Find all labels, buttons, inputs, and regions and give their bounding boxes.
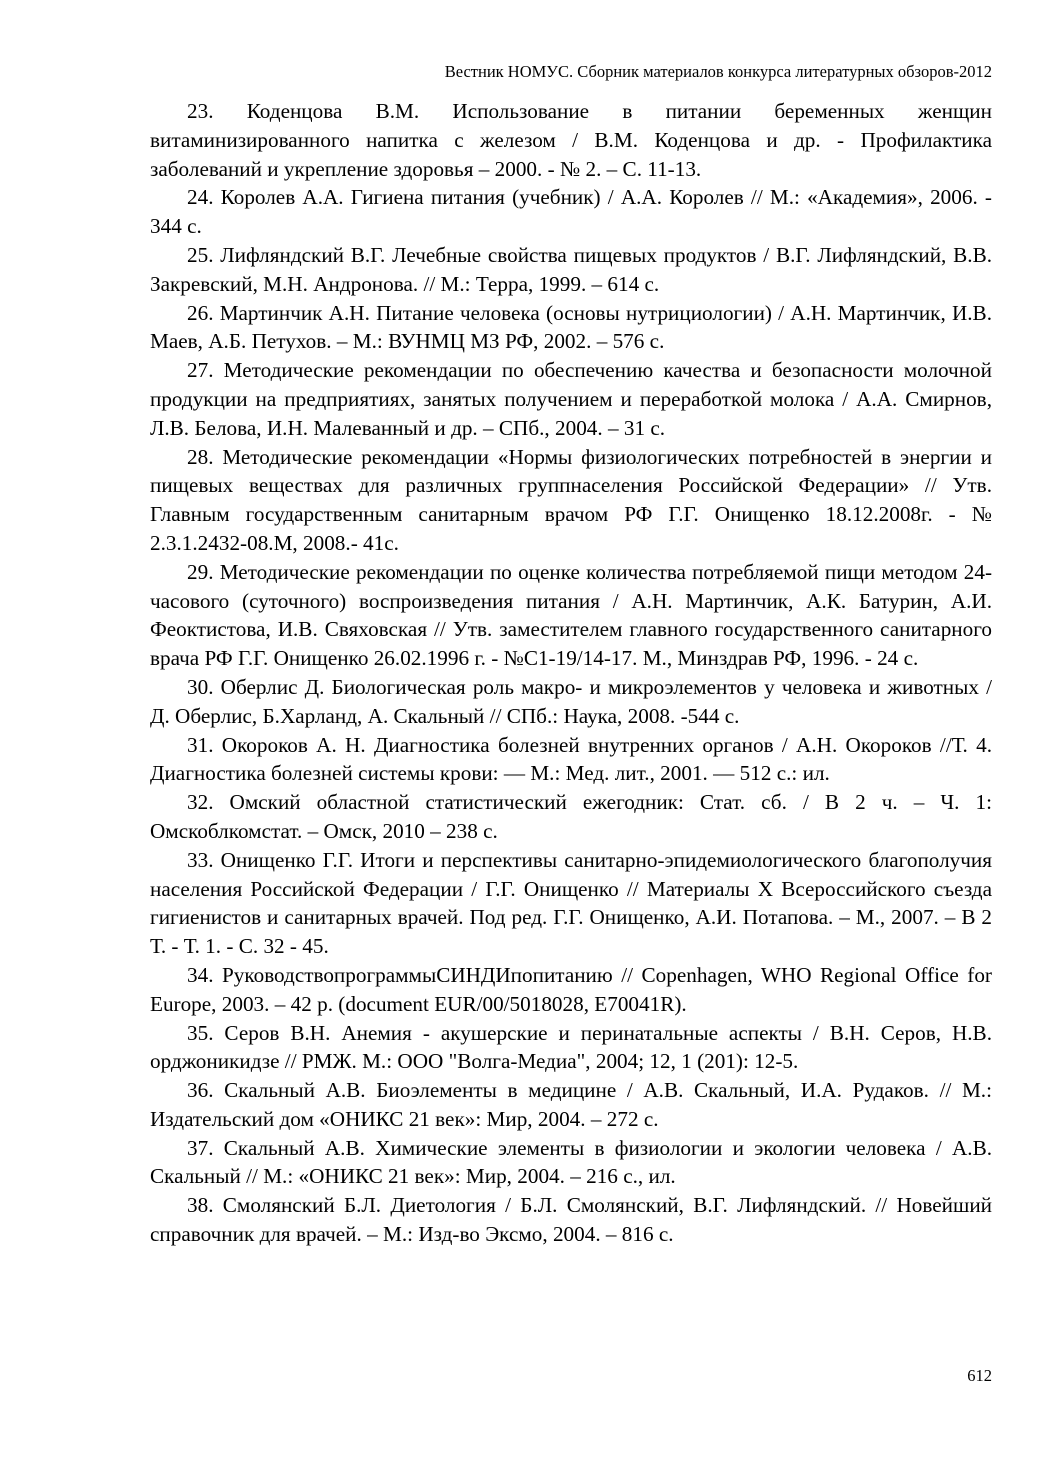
reference-item: 23. Коденцова В.М. Использование в питании беременных женщин витаминизированного напитка с железом / В.М. Коденцова и др. - Профилактика заболеваний и укрепление здоровья – 2000. - № 2. – С. 11-13. [150,99,992,181]
page-number: 612 [967,1366,992,1385]
reference-list [150,97,992,1249]
reference-item: 38. Смолянский Б.Л. Диетология / Б.Л. Смолянский, В.Г. Лифляндский. // Новейший справочник для врачей. – М.: Изд-во Эксмо, 2004. – 816 с. [150,1193,992,1247]
reference-item: 35. Серов В.Н. Анемия - акушерские и перинатальные аспекты / В.Н. Серов, Н.В. орджоникидзе // РМЖ. М.: ООО "Волга-Медиа", 2004; 12, 1 (201): 12-5. [150,1020,992,1074]
reference-item: 37. Скальный А.В. Химические элементы в физиологии и экологии человека / А.В. Скальный // М.: «ОНИКС 21 век»: Мир, 2004. – 216 с., ил. [150,1135,992,1189]
reference-item: 33. Онищенко Г.Г. Итоги и перспективы санитарно-эпидемиологического благополучия населения Российской Федерации / Г.Г. Онищенко // Материалы X Всероссийского съезда гигиенистов и санитарных врачей. Под ред. Г.Г. Онищенко, А.И. Потапова. – М., 2007. – В 2 Т. - Т. 1. - С. 32 - 45. [150,847,992,959]
reference-item: 26. Мартинчик А.Н. Питание человека (основы нутрициологии) / А.Н. Мартинчик, И.В. Маев, А.Б. Петухов. – М.: ВУНМЦ МЗ РФ, 2002. – 576 с. [150,300,992,354]
reference-item: 28. Методические рекомендации «Нормы физиологических потребностей в энергии и пищевых веществах для различных группнаселения Российской Федерации» // Утв. Главным государственным санитарным врачом РФ Г.Г. Онищенко 18.12.2008г. - № 2.3.1.2432-08.М, 2008.- 41с. [150,444,992,555]
reference-item: 25. Лифляндский В.Г. Лечебные свойства пищевых продуктов / В.Г. Лифляндский, В.В. Закревский, М.Н. Андронова. // М.: Терра, 1999. – 614 с. [150,242,992,296]
reference-item: 31. Окороков А. Н. Диагностика болезней внутренних органов / А.Н. Окороков //Т. 4. Диагностика болезней системы крови: — М.: Мед. лит., 2001. — 512 с.: ил. [150,732,992,786]
reference-item: 34. РуководствопрограммыСИНДИпопитанию // Copenhagen, WHO Regional Office for Europe, 2003. – 42 p. (document EUR/00/5018028, E70041R). [150,962,992,1016]
running-header: Вестник НОМУС. Сборник материалов конкурса литературных обзоров-2012 [444,62,992,81]
reference-item: 30. Оберлис Д. Биологическая роль макро- и микроэлементов у человека и животных / Д. Оберлис, Б.Харланд, А. Скальный // СПб.: Наука, 2008. -544 с. [150,674,992,728]
reference-item: 32. Омский областной статистический ежегодник: Стат. сб. / В 2 ч. – Ч. 1: Омскоблкомстат. – Омск, 2010 – 238 с. [150,790,992,843]
reference-item: 24. Королев А.А. Гигиена питания (учебник) / А.А. Королев // М.: «Академия», 2006. - 344 с. [150,185,992,239]
reference-item: 29. Методические рекомендации по оценке количества потребляемой пищи методом 24-часового (суточного) воспроизведения питания / А.Н. Мартинчик, А.К. Батурин, А.И. Феоктистова, И.В. Свяховская // Утв. заместителем главного государственного санитарного врача РФ Г.Г. Онищенко 26.02.1996 г. - №С1-19/14-17. М., Минздрав РФ, 1996. - 24 с. [150,559,992,671]
reference-item: 27. Методические рекомендации по обеспечению качества и безопасности молочной продукции на предприятиях, занятых получением и переработкой молока / А.А. Смирнов, Л.В. Белова, И.Н. Малеванный и др. – СПб., 2004. – 31 с. [150,358,992,440]
reference-item: 36. Скальный А.В. Биоэлементы в медицине / А.В. Скальный, И.А. Рудаков. // М.: Издательский дом «ОНИКС 21 век»: Мир, 2004. – 272 с. [150,1078,992,1131]
